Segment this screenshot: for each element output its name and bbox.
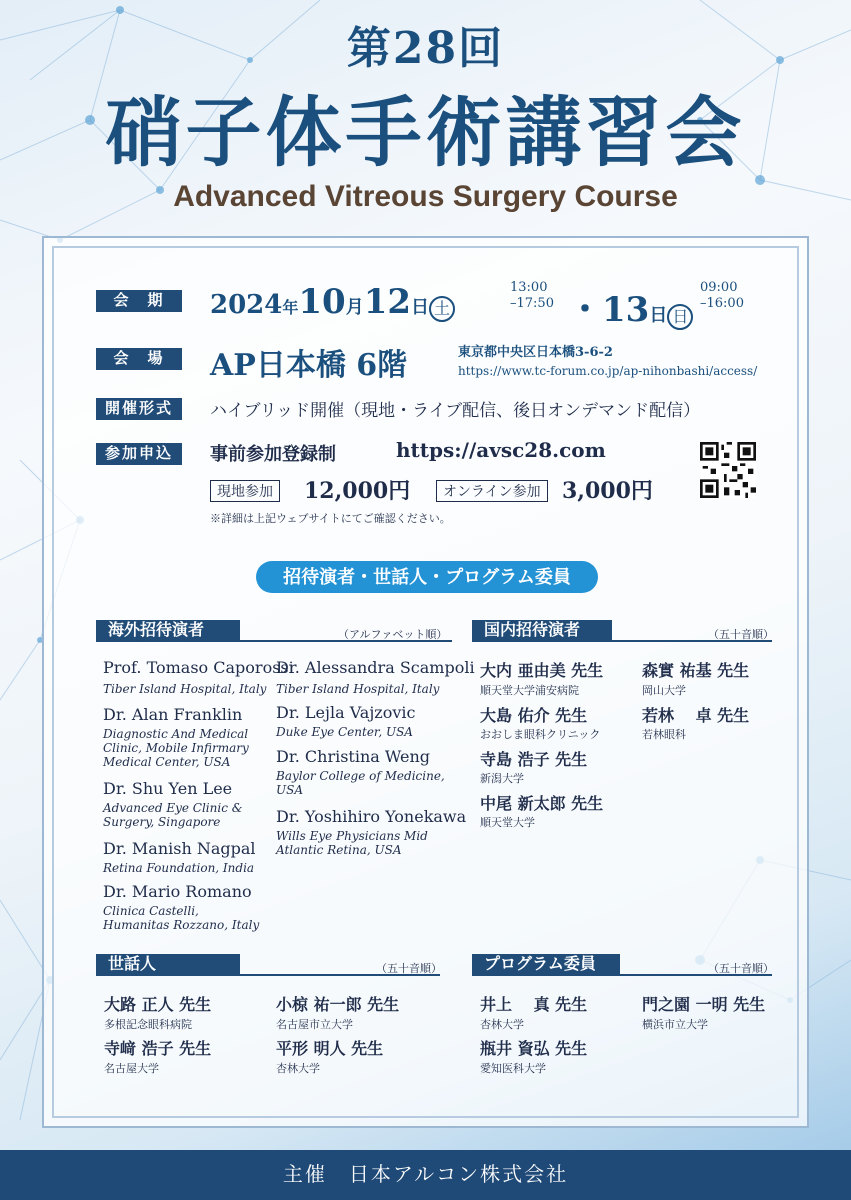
domestic-speaker-aff: 岡山大学 — [642, 684, 686, 697]
overseas-speaker-name: Prof. Tomaso Caporossi — [103, 658, 294, 677]
overseas-speaker-aff: Advanced Eye Clinic & Surgery, Singapore — [103, 801, 243, 829]
domestic-speaker-name: 森實 祐基 先生 — [642, 661, 750, 680]
details-note: ※詳細は上記ウェブサイトにてご確認ください。 — [210, 513, 451, 525]
day2-suffix: 日 — [649, 305, 668, 326]
time1-end: –17:50 — [510, 296, 554, 311]
overseas-speaker-aff: Baylor College of Medicine, USA — [276, 769, 445, 797]
organizers-note: （五十音順） — [376, 962, 442, 975]
organizer-name: 小椋 祐一郎 先生 — [276, 995, 400, 1014]
overseas-speaker-name: Dr. Alessandra Scampoli — [276, 658, 475, 677]
venue-label: 会 場 — [96, 348, 182, 370]
fee-onsite: 12,000円 — [304, 478, 411, 504]
period-time1 — [510, 280, 554, 312]
section-pill: 招待演者・世話人・プログラム委員 — [256, 561, 598, 593]
overseas-heading: 海外招待演者 — [96, 620, 240, 642]
organizer-name: 大路 正人 先生 — [104, 995, 212, 1014]
edition-title: 第28回 — [346, 23, 505, 74]
venue-name: AP日本橋 6階 — [210, 348, 408, 383]
domestic-speaker-aff: 順天堂大学 — [480, 816, 535, 829]
organizer-footer: 主催 日本アルコン株式会社 — [0, 1150, 851, 1200]
apply-label: 参加申込 — [96, 443, 182, 465]
format-text: ハイブリッド開催（現地・ライブ配信、後日オンデマンド配信） — [210, 401, 701, 421]
day1-suffix: 日 — [411, 297, 430, 318]
overseas-speaker-name: Dr. Mario Romano — [103, 882, 252, 901]
overseas-speaker-aff: Retina Foundation, India — [103, 861, 255, 875]
program-heading: プログラム委員 — [472, 954, 620, 976]
qr-code[interactable] — [700, 442, 756, 498]
period-month: 10 — [298, 282, 346, 322]
overseas-speaker-name: Dr. Lejla Vajzovic — [276, 703, 416, 722]
fee-onsite-label: 現地参加 — [210, 480, 280, 502]
domestic-speaker-aff: 新潟大学 — [480, 772, 524, 785]
domestic-heading: 国内招待演者 — [472, 620, 612, 642]
overseas-speaker-aff: Duke Eye Center, USA — [276, 725, 413, 739]
fee-online: 3,000円 — [562, 478, 653, 504]
apply-text: 事前参加登録制 — [210, 444, 336, 465]
domestic-speaker-name: 大島 佑介 先生 — [480, 706, 588, 725]
domestic-speaker-name: 大内 亜由美 先生 — [480, 661, 604, 680]
overseas-speaker-aff: Tiber Island Hospital, Italy — [276, 682, 440, 696]
venue-address: 東京都中央区日本橋3-6-2 — [458, 345, 613, 360]
period-time2 — [700, 280, 744, 312]
domestic-speaker-name: 中尾 新太郎 先生 — [480, 794, 604, 813]
time1-start: 13:00 — [510, 280, 548, 295]
overseas-speaker-name: Dr. Christina Weng — [276, 747, 431, 766]
program-member-name: 門之園 一明 先生 — [642, 995, 766, 1014]
organizers-heading: 世話人 — [96, 954, 240, 976]
period-day2-group — [568, 282, 693, 331]
course-title: 硝子体手術講習会 — [105, 88, 746, 177]
program-member-name: 井上 真 先生 — [480, 995, 588, 1014]
period-sep: ・ — [568, 290, 602, 330]
overseas-speaker-name: Dr. Manish Nagpal — [103, 839, 256, 858]
time2-end: –16:00 — [700, 296, 744, 311]
weekday2: 日 — [667, 304, 693, 330]
domestic-speaker-name: 若林 卓 先生 — [642, 706, 750, 725]
domestic-speaker-aff: 若林眼科 — [642, 728, 686, 741]
venue-url-link[interactable]: https://www.tc-forum.co.jp/ap-nihonbashi/access/ — [458, 364, 758, 378]
fee-online-label: オンライン参加 — [436, 480, 548, 502]
month-suffix: 月 — [345, 297, 364, 318]
overseas-speaker-aff: Tiber Island Hospital, Italy — [103, 682, 267, 696]
apply-url-link[interactable]: https://avsc28.com — [396, 438, 606, 462]
program-member-name: 瓶井 資弘 先生 — [480, 1039, 588, 1058]
period-year: 2024 — [210, 290, 283, 320]
period-dates — [210, 282, 455, 322]
period-day1: 12 — [363, 282, 412, 322]
organizer-aff: 杏林大学 — [276, 1062, 320, 1075]
time2-start: 09:00 — [700, 280, 738, 295]
program-member-aff: 杏林大学 — [480, 1018, 524, 1031]
overseas-speaker-aff: Wills Eye Physicians Mid Atlantic Retina, USA — [276, 829, 428, 857]
overseas-speaker-name: Dr. Shu Yen Lee — [103, 779, 233, 798]
domestic-speaker-name: 寺島 浩子 先生 — [480, 750, 588, 769]
program-note: （五十音順） — [708, 962, 774, 975]
organizer-aff: 名古屋大学 — [104, 1062, 159, 1075]
organizer-name: 平形 明人 先生 — [276, 1039, 384, 1058]
organizer-name: 寺﨑 浩子 先生 — [104, 1039, 212, 1058]
domestic-note: （五十音順） — [708, 628, 774, 641]
format-label: 開催形式 — [96, 398, 182, 420]
course-title-english: Advanced Vitreous Surgery Course — [173, 180, 678, 213]
overseas-speaker-aff: Diagnostic And Medical Clinic, Mobile Infirmary Medical Center, USA — [103, 727, 249, 769]
organizer-aff: 名古屋市立大学 — [276, 1018, 353, 1031]
overseas-speaker-name: Dr. Alan Franklin — [103, 705, 243, 724]
domestic-speaker-aff: 順天堂大学浦安病院 — [480, 684, 579, 697]
overseas-speaker-name: Dr. Yoshihiro Yonekawa — [276, 807, 467, 826]
period-label: 会 期 — [96, 290, 182, 312]
weekday1: 土 — [429, 296, 455, 322]
organizer-aff: 多根記念眼科病院 — [104, 1018, 192, 1031]
year-suffix: 年 — [282, 298, 299, 317]
program-member-aff: 横浜市立大学 — [642, 1018, 708, 1031]
period-day2: 13 — [602, 290, 650, 330]
program-member-aff: 愛知医科大学 — [480, 1062, 546, 1075]
domestic-speaker-aff: おおしま眼科クリニック — [480, 728, 601, 741]
overseas-speaker-aff: Clinica Castelli, Humanitas Rozzano, Italy — [103, 904, 260, 932]
overseas-note: （アルファベット順） — [338, 628, 448, 641]
